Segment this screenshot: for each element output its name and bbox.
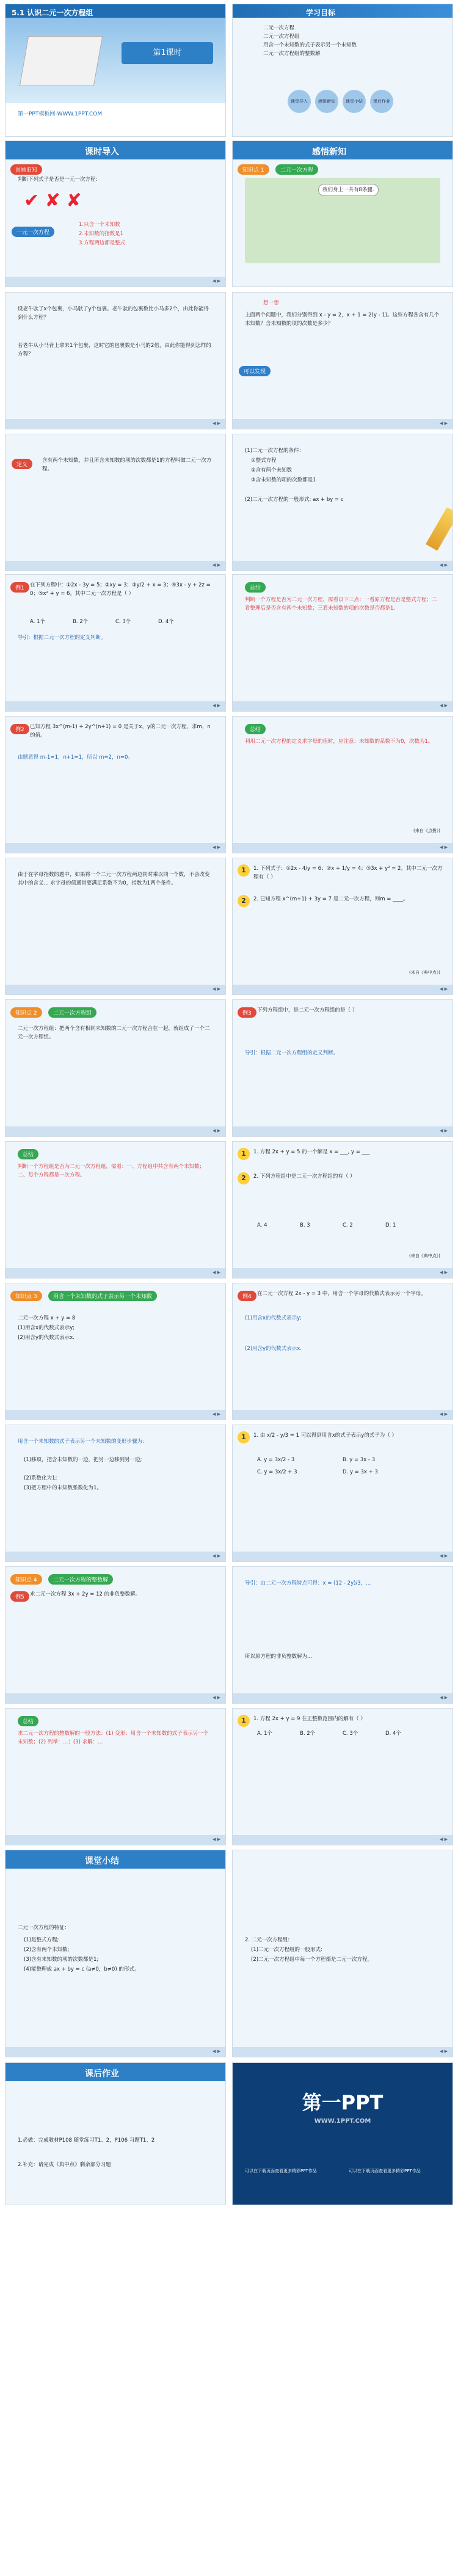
- objective-1: 二元一次方程: [263, 25, 295, 31]
- kp2-text: 二元一次方程组：把两个含有相同未知数的二元一次方程合在一起，就组成了一个二元一次方程组。: [18, 1026, 210, 1040]
- kp4-tag: 知识点 4: [10, 1574, 42, 1585]
- slide-ad: [232, 2062, 453, 2205]
- sum1-footer: [233, 701, 453, 711]
- sum4-footer: [5, 1835, 225, 1845]
- title-visual: [5, 18, 226, 103]
- footer-nav[interactable]: ◀ ▶: [213, 563, 220, 567]
- sum3-footer: [5, 1268, 225, 1278]
- summary-item-2: (2)含有两个未知数;: [24, 1947, 70, 1953]
- homework-item-1: 1.必做：完成教材P108 随堂练习T1、2，P106 习题T1、2: [18, 2137, 155, 2144]
- practice2-opt-b: B. 3: [300, 1222, 310, 1228]
- practice4-opt-b: B. 2个: [300, 1731, 316, 1737]
- rule-1: 1.只含一个未知数: [79, 222, 120, 228]
- lesson-text: 第1课时: [153, 48, 182, 57]
- footer-nav[interactable]: ◀ ▶: [213, 1553, 220, 1558]
- review-question: 判断下列式子是否是一元一次方程:: [18, 177, 98, 183]
- practice1-q1: 1. 下列式子：①2x - 4/y = 6；②x + 1/y = 4；③3x + y² = 2。其中二元一次方程有（ ）: [253, 866, 443, 880]
- slide-summary4: [5, 1708, 226, 1845]
- summary-item-1: (1)是整式方程;: [24, 1937, 59, 1943]
- ex4-tag: 例4: [238, 1291, 256, 1301]
- ex1-footer: [5, 701, 225, 711]
- q2-badge: 2: [238, 895, 250, 907]
- ex1-opt-a: A. 1个: [30, 619, 45, 625]
- summary2-item-3: (2)二元一次方程组中每一个方程都是二元一次方程。: [251, 1957, 373, 1963]
- summary-banner: 课堂小结: [85, 1856, 119, 1866]
- practice2-source: (来自《典中点》): [409, 1253, 440, 1258]
- footer-nav[interactable]: ◀ ▶: [440, 1837, 448, 1842]
- slide-kp3: [5, 1283, 226, 1420]
- ex1-guide: 导引：根据二元一次方程的定义判断。: [18, 635, 106, 641]
- practice3-opt-d: D. y = 3x + 3: [343, 1469, 378, 1475]
- think-heading: 想一想: [263, 300, 279, 306]
- footer-nav[interactable]: ◀ ▶: [213, 1412, 220, 1417]
- ad-url[interactable]: WWW.1PPT.COM: [314, 2118, 371, 2125]
- sum4-tag: 总结: [18, 1716, 38, 1726]
- cond-3: ③含未知数的项的次数都是1: [251, 477, 316, 483]
- book-stack: [20, 36, 103, 86]
- slide-note: [5, 858, 226, 995]
- ad-logo: 第一PPT: [302, 2091, 383, 2114]
- nav-new[interactable]: 感悟新知: [315, 90, 338, 113]
- practice2-q1: 1. 方程 2x + y = 5 的一个解是 x = ___, y = ___: [253, 1149, 370, 1155]
- slide-title-text: 5.1 认识二元一次方程组: [12, 9, 93, 17]
- kp3-footer: [5, 1410, 225, 1420]
- cond-footer: [233, 561, 453, 571]
- ex1-tag: 例1: [10, 582, 29, 593]
- footer-nav[interactable]: ◀ ▶: [213, 1128, 220, 1133]
- footer-nav[interactable]: ◀ ▶: [440, 1270, 448, 1275]
- practice2-opt-d: D. 1: [385, 1222, 396, 1228]
- slide-think: [232, 292, 453, 429]
- ex1-opt-d: D. 4个: [158, 619, 174, 625]
- kp2-name: 二元一次方程组: [48, 1007, 96, 1018]
- slide-example1: [5, 574, 226, 712]
- title-bar: [5, 4, 225, 18]
- kp3-item-3: (2)用含y的代数式表示x.: [18, 1335, 75, 1341]
- ex2-answer: 由题意得 m-1=1，n+1=1，所以 m=2，n=0。: [18, 754, 133, 761]
- ex5-tag: 例5: [10, 1591, 29, 1602]
- practice4-opt-a: A. 1个: [257, 1731, 272, 1737]
- summary-item-4: (4)能整理成 ax + by = c (a≠0，b≠0) 的形式。: [24, 1966, 140, 1972]
- slide-title: [5, 4, 226, 137]
- slide-summary2: [232, 716, 453, 853]
- homework-bar: [5, 2063, 225, 2081]
- problem-q2: 若老牛从小马背上拿来1个包裹，这时它的包裹数是小马的2倍，由此你能得到怎样的方程？: [18, 343, 211, 357]
- kp1-tag: 知识点 1: [238, 164, 269, 175]
- intro-bar: [5, 141, 225, 159]
- ad-note-1: 可以在下载页面查看更多精彩PPT作品: [245, 2169, 317, 2173]
- nav-intro[interactable]: 课堂导入: [288, 90, 311, 113]
- q1-badge: 1: [238, 864, 250, 877]
- footer-nav[interactable]: ◀ ▶: [440, 421, 448, 426]
- intro-banner: 课时导入: [85, 147, 119, 157]
- ad-note-2: 可以在下载页面查看更多精彩PPT作品: [349, 2169, 421, 2173]
- ex3-question: 下列方程组中，是二元一次方程组的是（ ）: [257, 1007, 358, 1013]
- note-text: 由于在字母指数的题中，如果将一个二元一次方程两边同时乘以同一个数，不会改变其中的含义... 求字母的值通常要满足系数不为0，指数为1两个条件。: [18, 872, 210, 886]
- q1-badge: 1: [238, 1148, 250, 1160]
- think-footer: [233, 419, 453, 429]
- sum3-text: 判断一个方程组是否为二元一次方程组，需看：一、方程组中共含有两个未知数；二、每个方程都是一次方程。: [18, 1164, 205, 1178]
- def-text: 含有两个未知数，并且所含未知数的项的次数都是1的方程叫做二元一次方程。: [42, 458, 212, 472]
- footer-nav[interactable]: ◀ ▶: [440, 1412, 448, 1417]
- slide-class-summary: [5, 1850, 226, 2057]
- footer-nav[interactable]: ◀ ▶: [440, 563, 448, 567]
- rule-3: 3.方程两边都是整式: [79, 240, 126, 246]
- feel-banner: 感悟新知: [312, 147, 346, 157]
- kp3-name: 用含一个未知数的式子表示另一个未知数: [48, 1291, 157, 1301]
- footer-nav[interactable]: ◀ ▶: [440, 2049, 448, 2054]
- step-2: (2)系数化为1;: [24, 1475, 57, 1481]
- brand-text: 第一PPT模板网-WWW.1PPT.COM: [18, 111, 103, 117]
- ex4-question: 在二元一次方程 2x - y = 3 中，用含一个字母的代数式表示另一个字母。: [257, 1291, 426, 1297]
- sum2-footer: [233, 843, 453, 853]
- summary-item-3: (3)含有未知数的项的次数都是1;: [24, 1957, 99, 1963]
- practice3-opt-c: C. y = 3x/2 + 3: [257, 1469, 297, 1475]
- intro-footer: [5, 277, 225, 286]
- footer-nav[interactable]: ◀ ▶: [213, 1695, 220, 1700]
- summary-heading: 二元一次方程的特征：: [18, 1925, 70, 1931]
- kp4-name: 二元一次方程的整数解: [48, 1574, 113, 1585]
- ex1-question: 在下列方程中：①2x - 3y = 5；②xy = 3；③y/2 + x = 3；④3x - y + 2z = 0；⑤x² + y = 6。其中二元一次方程是（ ）: [30, 582, 211, 597]
- objective-4: 二元一次方程组的整数解: [263, 51, 321, 57]
- practice4-opt-c: C. 3个: [343, 1731, 358, 1737]
- practice4-footer: [233, 1835, 453, 1845]
- footer-nav[interactable]: ◀ ▶: [213, 2049, 220, 2054]
- ex1-opt-c: C. 3个: [115, 619, 131, 625]
- q1-badge: 1: [238, 1431, 250, 1443]
- step-1: (1)移项，把含未知数的一边，把另一边移到另一边;: [24, 1457, 142, 1463]
- ex2-tag: 例2: [10, 724, 29, 734]
- practice3-opt-b: B. y = 3x - 3: [343, 1457, 376, 1463]
- sum1-text: 判断一个方程是否为二元一次方程，需看以下三点：一看原方程是否是整式方程；二看整理后是否含有两个未知数；三看未知数的项的次数是否都是1。: [245, 597, 437, 611]
- q1-badge: 1: [238, 1715, 250, 1727]
- slide-kp2: [5, 999, 226, 1137]
- ex4-sol-1: (1)用含x的代数式表示y;: [245, 1315, 302, 1321]
- practice4-q1: 1. 方程 2x + y = 9 在正整数范围内的解有（ ）: [253, 1716, 366, 1722]
- review-tag: 回顾旧知: [10, 164, 42, 175]
- steps-intro: 用含一个未知数的式子表示另一个未知数的变形步骤为：: [18, 1439, 148, 1445]
- slide-kp4: [5, 1566, 226, 1704]
- ex4-footer: [233, 1410, 453, 1420]
- slide-summary-2: [232, 1850, 453, 2057]
- slide-practice4: [232, 1708, 453, 1845]
- summary-bar: [5, 1850, 225, 1869]
- think-text: 上面两个问题中，我们分别得到 x - y = 2，x + 1 = 2(y - 1)。这些方程各含有几个未知数？含未知数的项的次数是多少？: [245, 312, 440, 327]
- kp3-item-1: 二元一次方程 x + y = 8: [18, 1315, 76, 1321]
- homework-item-2: 2.补充：请完成《典中点》剩余部分习题: [18, 2162, 111, 2168]
- kp1-name: 二元一次方程: [275, 164, 318, 175]
- slide-practice2: [232, 1141, 453, 1279]
- feel-bar: [233, 141, 453, 159]
- nav-homework[interactable]: 课后作业: [370, 90, 393, 113]
- sum2-text: 利用二元一次方程的定义求字母的值时，应注意：未知数的系数不为0，次数为1。: [245, 739, 434, 745]
- practice2-opt-c: C. 2: [343, 1222, 353, 1228]
- ex5-question: 求二元一次方程 3x + 2y = 12 的非负整数解。: [30, 1591, 141, 1597]
- ex5-footer: [233, 1693, 453, 1703]
- slide-homework: [5, 2062, 226, 2205]
- speech-bubble: 我们身上一共有8条腿.: [318, 184, 379, 196]
- sum3-tag: 总结: [18, 1149, 38, 1159]
- slide-practice3: [232, 1425, 453, 1562]
- ex4-sol-2: (2)用含y的代数式表示x.: [245, 1346, 302, 1352]
- footer-nav[interactable]: ◀ ▶: [440, 703, 448, 708]
- footer-nav[interactable]: ◀ ▶: [213, 1270, 220, 1275]
- footer-nav[interactable]: ◀ ▶: [213, 1837, 220, 1842]
- slide-definition: [5, 434, 226, 571]
- practice1-q2: 2. 已知方程 x^(m+1) + 3y = 7 是二元一次方程，则m = ____。: [253, 896, 409, 902]
- objectives-list: [263, 24, 357, 58]
- steps-footer: [5, 1552, 225, 1561]
- practice3-opt-a: A. y = 3x/2 - 3: [257, 1457, 295, 1463]
- sum2-tag: 总结: [245, 724, 266, 734]
- step-3: (3)把方程中的未知数系数化为1。: [24, 1485, 102, 1491]
- practice3-q1: 1. 由 x/2 - y/3 = 1 可以得到用含x的式子表示y的式子为（ ）: [253, 1432, 397, 1439]
- slide-example3: [232, 999, 453, 1137]
- kp3-tag: 知识点 3: [10, 1291, 42, 1301]
- ex3-tag: 例3: [238, 1007, 256, 1018]
- ex2-question: 已知方程 3x^(m-1) + 2y^(n+1) = 0 是关于x，y的二元一次方程，求m，n的值。: [30, 724, 211, 739]
- ex2-footer: [5, 843, 225, 853]
- slide-example4: [232, 1283, 453, 1420]
- footer-nav[interactable]: ◀ ▶: [440, 1553, 448, 1558]
- cond-1: ①整式方程: [251, 458, 277, 464]
- cond-heading: (1)二元一次方程的条件：: [245, 448, 305, 454]
- slide-ex5-solution: [232, 1566, 453, 1704]
- footer-nav[interactable]: ◀ ▶: [440, 987, 448, 991]
- q2-badge: 2: [238, 1172, 250, 1184]
- slide-problem: [5, 292, 226, 429]
- practice3-footer: [233, 1552, 453, 1561]
- practice1-footer: [233, 985, 453, 994]
- def-tag: 定义: [12, 459, 32, 469]
- practice2-opt-a: A. 4: [257, 1222, 267, 1228]
- summary2-item-2: (1)二元一次方程组的一般形式:: [251, 1947, 322, 1953]
- concept-tag: 一元一次方程: [12, 227, 54, 237]
- slide-feel-new: [232, 140, 453, 287]
- footer-nav[interactable]: ◀ ▶: [213, 279, 220, 283]
- note-footer: [5, 985, 225, 994]
- footer-nav[interactable]: ◀ ▶: [440, 1128, 448, 1133]
- cartoon-illustration: [245, 178, 440, 263]
- ex1-opt-b: B. 2个: [73, 619, 89, 625]
- discover-tag: 可以发现: [239, 366, 271, 376]
- ex3-guide: 导引：根据二元一次方程组的定义判断。: [245, 1050, 339, 1056]
- practice2-footer: [233, 1268, 453, 1278]
- kp2-footer: [5, 1126, 225, 1136]
- practice2-q2: 2. 下列方程组中是二元一次方程组的有（ ）: [253, 1173, 355, 1180]
- slide-objectives: [232, 4, 453, 137]
- homework-banner: 课后作业: [85, 2069, 119, 2079]
- general-form: (2)二元一次方程的一般形式: ax + by = c: [245, 497, 344, 503]
- class-summary-footer: [5, 2047, 225, 2057]
- kp4-footer: [5, 1693, 225, 1703]
- rule-2: 2.未知数的指数是1: [79, 231, 124, 237]
- footer-nav[interactable]: ◀ ▶: [213, 987, 220, 991]
- summary2-item-1: 2. 二元一次方程组:: [245, 1937, 290, 1943]
- practice1-source: (来自《典中点》): [409, 970, 440, 975]
- practice4-opt-d: D. 4个: [385, 1731, 401, 1737]
- objectives-title: 学习目标: [306, 9, 336, 17]
- cond-2: ②含有两个未知数: [251, 467, 293, 473]
- ex3-footer: [233, 1126, 453, 1136]
- slide-summary1: [232, 574, 453, 712]
- objective-3: 用含一个未知数的式子表示另一个未知数: [263, 42, 357, 48]
- lesson-banner: [122, 42, 213, 64]
- ex5-result: 所以原方程的非负整数解为...: [245, 1654, 313, 1660]
- sum4-text: 求二元一次方程的整数解的一般方法：(1) 变形：用含一个未知数的式子表示另一个未知数；(2) 列举：...；(3) 求解：...: [18, 1731, 209, 1745]
- pencil-decoration: [426, 507, 453, 551]
- sum1-tag: 总结: [245, 582, 266, 593]
- footer-nav[interactable]: ◀ ▶: [213, 845, 220, 850]
- slide-steps: [5, 1425, 226, 1562]
- slide-summary3: [5, 1141, 226, 1279]
- objective-2: 二元一次方程组: [263, 34, 300, 40]
- summary2-footer: [233, 2047, 453, 2057]
- slide-intro: [5, 140, 226, 287]
- objectives-bar: [233, 4, 453, 18]
- check-marks: ✔ ✘ ✘: [24, 190, 82, 211]
- slide-example2: [5, 716, 226, 853]
- def-footer: [5, 561, 225, 571]
- footer-nav[interactable]: ◀ ▶: [213, 703, 220, 708]
- kp2-tag: 知识点 2: [10, 1007, 42, 1018]
- footer-nav[interactable]: ◀ ▶: [213, 421, 220, 426]
- problem-footer: [5, 419, 225, 429]
- sum2-source: (来自《点拨》): [413, 828, 440, 833]
- nav-summary[interactable]: 课堂小结: [343, 90, 366, 113]
- slide-conditions: [232, 434, 453, 571]
- footer-nav[interactable]: ◀ ▶: [440, 1695, 448, 1700]
- kp3-item-2: (1)用含x的代数式表示y;: [18, 1325, 75, 1331]
- problem-q1: 设老牛驮了x个包裹，小马驮了y个包裹。老牛驮的包裹数比小马多2个，由此你能得到什么方程？: [18, 306, 209, 321]
- footer-nav[interactable]: ◀ ▶: [440, 845, 448, 850]
- slide-practice1: [232, 858, 453, 995]
- ex5-guide: 导引：由二元一次方程特点可得：x = (12 - 2y)/3，...: [245, 1580, 371, 1586]
